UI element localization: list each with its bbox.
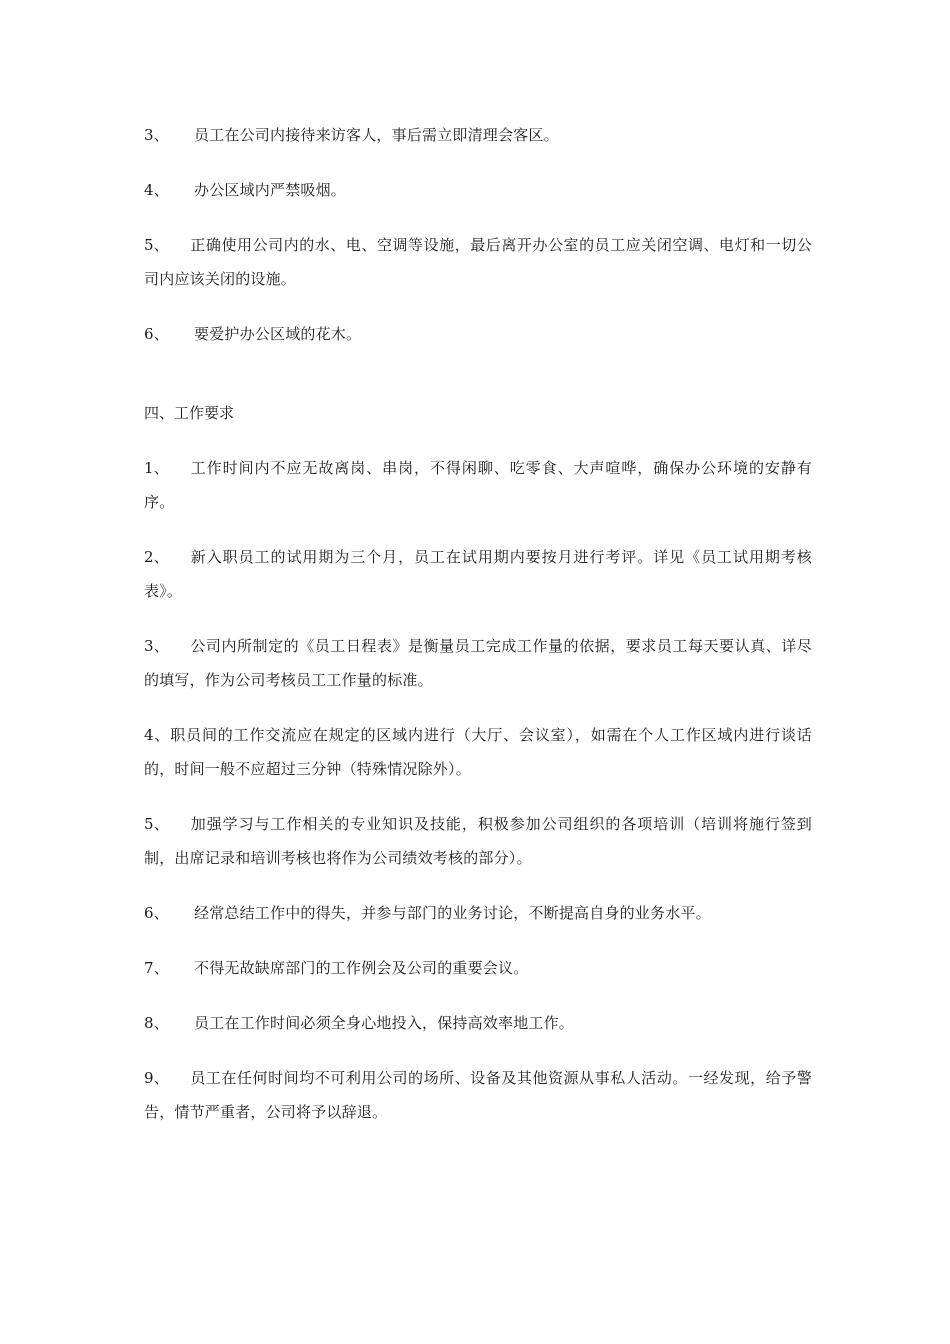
rule-item-3-3: [144, 118, 812, 152]
document-page: [144, 118, 812, 1150]
item-text: 工作时间内不应无故离岗、串岗，不得闲聊、吃零食、大声喧哗，确保办公环境的安静有序。: [144, 459, 812, 511]
item-number: 5、: [144, 815, 169, 833]
item-number: 8、: [144, 1014, 169, 1032]
item-text: 公司内所制定的《员工日程表》是衡量员工完成工作量的依据，要求员工每天要认真、详尽的填写，作为公司考核员工工作量的标准。: [144, 637, 812, 689]
item-text: 要爱护办公区域的花木。: [194, 325, 362, 343]
item-text: 正确使用公司内的水、电、空调等设施，最后离开办公室的员工应关闭空调、电灯和一切公司内应该关闭的设施。: [144, 236, 812, 288]
work-requirement-4: [144, 718, 812, 786]
rule-item-3-5: [144, 228, 812, 296]
item-number: 4、: [144, 181, 169, 199]
item-number: 2、: [144, 548, 169, 566]
item-text: 加强学习与工作相关的专业知识及技能，积极参加公司组织的各项培训（培训将施行签到制，出席记录和培训考核也将作为公司绩效考核的部分）。: [144, 815, 812, 867]
item-number: 7、: [144, 959, 169, 977]
item-number: 3、: [144, 126, 169, 144]
work-requirement-1: [144, 451, 812, 519]
rule-item-3-4: [144, 173, 812, 207]
work-requirement-3: [144, 629, 812, 697]
item-text: 经常总结工作中的得失，并参与部门的业务讨论，不断提高自身的业务水平。: [194, 904, 711, 922]
item-text: 办公区域内严禁吸烟。: [194, 181, 347, 199]
item-text: 员工在公司内接待来访客人，事后需立即清理会客区。: [194, 126, 559, 144]
work-requirement-8: [144, 1006, 812, 1040]
item-text: 新入职员工的试用期为三个月，员工在试用期内要按月进行考评。详见《员工试用期考核表》。: [144, 548, 812, 600]
item-number: 9、: [144, 1069, 169, 1087]
work-requirement-9: [144, 1061, 812, 1129]
item-number: 5、: [144, 236, 169, 254]
rule-item-3-6: [144, 317, 812, 351]
item-number: 3、: [144, 637, 169, 655]
work-requirement-6: [144, 896, 812, 930]
item-text: 4、职员间的工作交流应在规定的区域内进行（大厅、会议室），如需在个人工作区域内进行谈话的，时间一般不应超过三分钟（特殊情况除外）。: [144, 726, 812, 778]
work-requirement-2: [144, 540, 812, 608]
item-number: 6、: [144, 904, 169, 922]
item-number: 1、: [144, 459, 169, 477]
item-text: 不得无故缺席部门的工作例会及公司的重要会议。: [194, 959, 529, 977]
item-text: 员工在工作时间必须全身心地投入，保持高效率地工作。: [194, 1014, 575, 1032]
item-text: 员工在任何时间均不可利用公司的场所、设备及其他资源从事私人活动。一经发现，给予警告，情节严重者，公司将予以辞退。: [144, 1069, 812, 1121]
section-heading: 四、工作要求: [144, 404, 235, 422]
item-number: 6、: [144, 325, 169, 343]
work-requirement-7: [144, 951, 812, 985]
work-requirement-5: [144, 807, 812, 875]
